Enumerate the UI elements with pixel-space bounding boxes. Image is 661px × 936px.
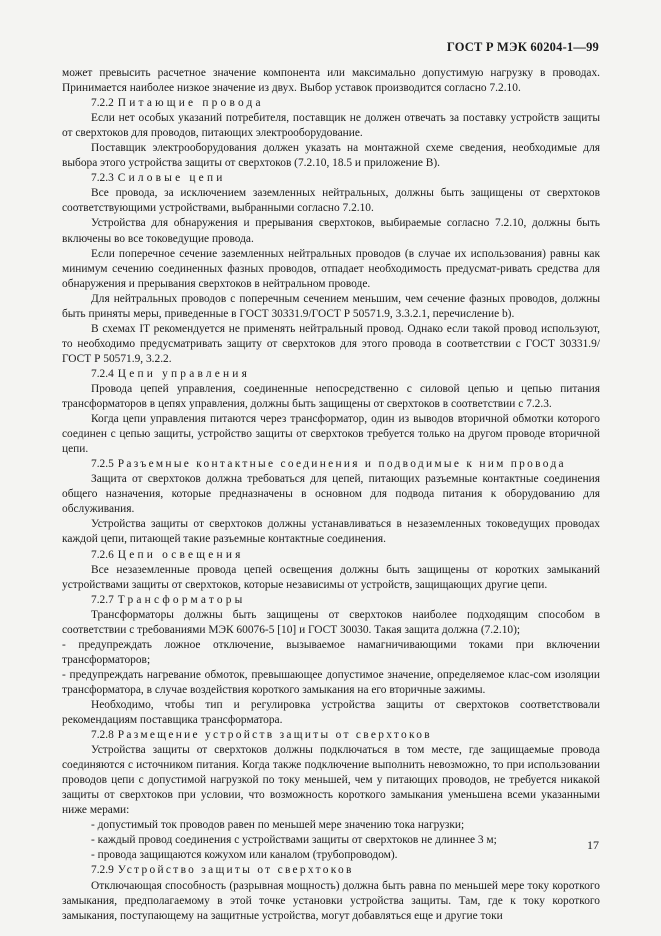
section-heading — [62, 457, 600, 472]
section-title: Трансформаторы — [117, 593, 246, 606]
paragraph-continuation: может превысить расчетное значение компонента или максимально допустимую нагрузку в проводах. Принимается наиболее низкое значение из двух. Выбор уставок производится согласно 7.2.10. — [62, 67, 600, 95]
section-heading — [62, 593, 600, 608]
body-paragraph: Все незаземленные провода цепей освещения должны быть защищены от коротких замыканий устройствами защиты от сверхтоков, которые независимы от устройств, защищающих другие цепи. — [62, 563, 600, 591]
section-number: 7.2.6 — [91, 548, 114, 561]
section-heading — [62, 96, 600, 111]
paragraph-continuation: - предупреждать нагревание обмоток, превышающее допустимое значение, определяемое клас-сом изоляции трансформатора, в случае воздействия короткого замыкания на его вторичные зажимы. — [62, 668, 600, 696]
document-body — [62, 66, 600, 924]
body-paragraph: Отключающая способность (разрывная мощность) должна быть равна по меньшей мере току короткого замыкания, предполагаемому в этой точке установки устройства защиты. Там, где к току короткого замыкания, поступающему на защитные устройства, могут добавляться еще и другие токи — [62, 879, 600, 922]
section-number: 7.2.2 — [91, 97, 114, 110]
body-paragraph: Поставщик электрооборудования должен указать на монтажной схеме сведения, необходимые для выбора этого устройства защиты от сверхтоков (7.2.10, 18.5 и приложение В). — [62, 142, 600, 170]
body-paragraph: Устройства защиты от сверхтоков должны подключаться в том месте, где защищаемые провода соединяются с источником питания. Когда также подключение выполнить невозможно, то при использовании проводов цепи с допустимой нагрузкой по току меньшей, чем у питающих проводов, не требуется никакой защиты от сверхтоков при условии, что возможность короткого замыкания уменьшена всеми указанными ниже мерами: — [62, 744, 600, 817]
body-paragraph: Провода цепей управления, соединенные непосредственно с силовой цепью и цепью питания трансформаторов в цепях управления, должны быть защищены от сверхтоков в соответствии с 7.2.3. — [62, 382, 600, 411]
body-paragraph: - каждый провод соединения с устройствами защиты от сверхтоков не длиннее 3 м; — [91, 834, 497, 847]
section-heading — [62, 863, 600, 878]
section-number: 7.2.3 — [91, 172, 114, 185]
body-paragraph: Если нет особых указаний потребителя, поставщик не должен отвечать за поставку устройств защиты от сверхтоков для проводов, питающих электрооборудование. — [62, 112, 600, 140]
body-paragraph: Необходимо, чтобы тип и регулировка устройства защиты от сверхтоков соответствовали рекомендациям поставщика трансформатора. — [62, 698, 600, 727]
section-heading — [62, 728, 600, 743]
section-title: Размещение устройств защиты от сверхтоков — [117, 729, 432, 742]
section-heading — [62, 171, 600, 186]
section-title: Цепи освещения — [117, 548, 244, 561]
paragraph-continuation: - предупреждать ложное отключение, вызываемое намагничивающими токами при включении трансформаторов; — [62, 638, 600, 666]
section-number: 7.2.9 — [91, 864, 114, 877]
section-heading — [62, 548, 600, 563]
body-paragraph: Устройства для обнаружения и прерывания сверхтоков, выбираемые согласно 7.2.10, должны быть включены во все токоведущие провода. — [62, 217, 600, 245]
body-paragraph: Для нейтральных проводов с поперечным сечением меньшим, чем сечение фазных проводов, должны быть приняты меры, приведенные в ГОСТ 30331.9/ГОСТ Р 50571.9, 3.3.2.1, перечисление b). — [62, 292, 600, 320]
body-paragraph: - провода защищаются кожухом или каналом (трубопроводом). — [91, 849, 398, 862]
body-paragraph: В схемах IT рекомендуется не применять нейтральный провод. Однако если такой провод используют, то необходимо предусматривать защиту от сверхтоков для этого провода в соответствии с ГОСТ 30331.9/ГОСТ Р 50571.9, 3.2.2. — [62, 322, 600, 365]
body-paragraph: Если поперечное сечение заземленных нейтральных проводов (в случае их использования) равны как минимум сечению соединенных фазных проводов, отпадает необходимость предусмат-ривать средства для обнаружения и прерывания сверхтоков в нейтральном проводе. — [62, 247, 600, 290]
body-paragraph: Когда цепи управления питаются через трансформатор, один из выводов вторичной обмотки которого соединен с цепью защиты, устройство защиты от сверхтоков требуется только на другом проводе вторичной цепи. — [62, 413, 600, 456]
section-title: Разъемные контактные соединения и подводимые к ним провода — [117, 458, 566, 471]
section-title: Цепи управления — [117, 367, 251, 380]
page-number: 17 — [587, 838, 599, 852]
body-paragraph: Защита от сверхтоков должна требоваться для цепей, питающих разъемные контактные соединения общего назначения, которые предназначены в основном для подвода питания к оборудованию для обслуживания. — [62, 473, 600, 516]
section-heading — [62, 367, 600, 382]
body-paragraph: Устройства защиты от сверхтоков должны устанавливаться в незаземленных токоведущих проводах каждой цепи, питающей такие разъемные контактные соединения. — [62, 518, 600, 546]
section-title: Силовые цепи — [117, 172, 226, 185]
section-title: Устройство защиты от сверхтоков — [117, 864, 354, 877]
page-header: ГОСТ Р МЭК 60204-1—99 — [446, 40, 599, 54]
section-number: 7.2.4 — [91, 367, 114, 380]
body-paragraph: Трансформаторы должны быть защищены от сверхтоков наиболее подходящим способом в соответствии с требованиями МЭК 60076-5 [10] и ГОСТ 30030. Такая защита должна (7.2.10); — [62, 608, 600, 636]
section-number: 7.2.7 — [91, 593, 114, 606]
body-paragraph: - допустимый ток проводов равен по меньшей мере значению тока нагрузки; — [91, 819, 465, 832]
section-number: 7.2.5 — [91, 458, 114, 471]
section-number: 7.2.8 — [91, 729, 114, 742]
section-title: Питающие провода — [117, 97, 264, 110]
body-paragraph: Все провода, за исключением заземленных нейтральных, должны быть защищены от сверхтоков соответствующими устройствами, выбранными согласно 7.2.10. — [62, 187, 600, 215]
